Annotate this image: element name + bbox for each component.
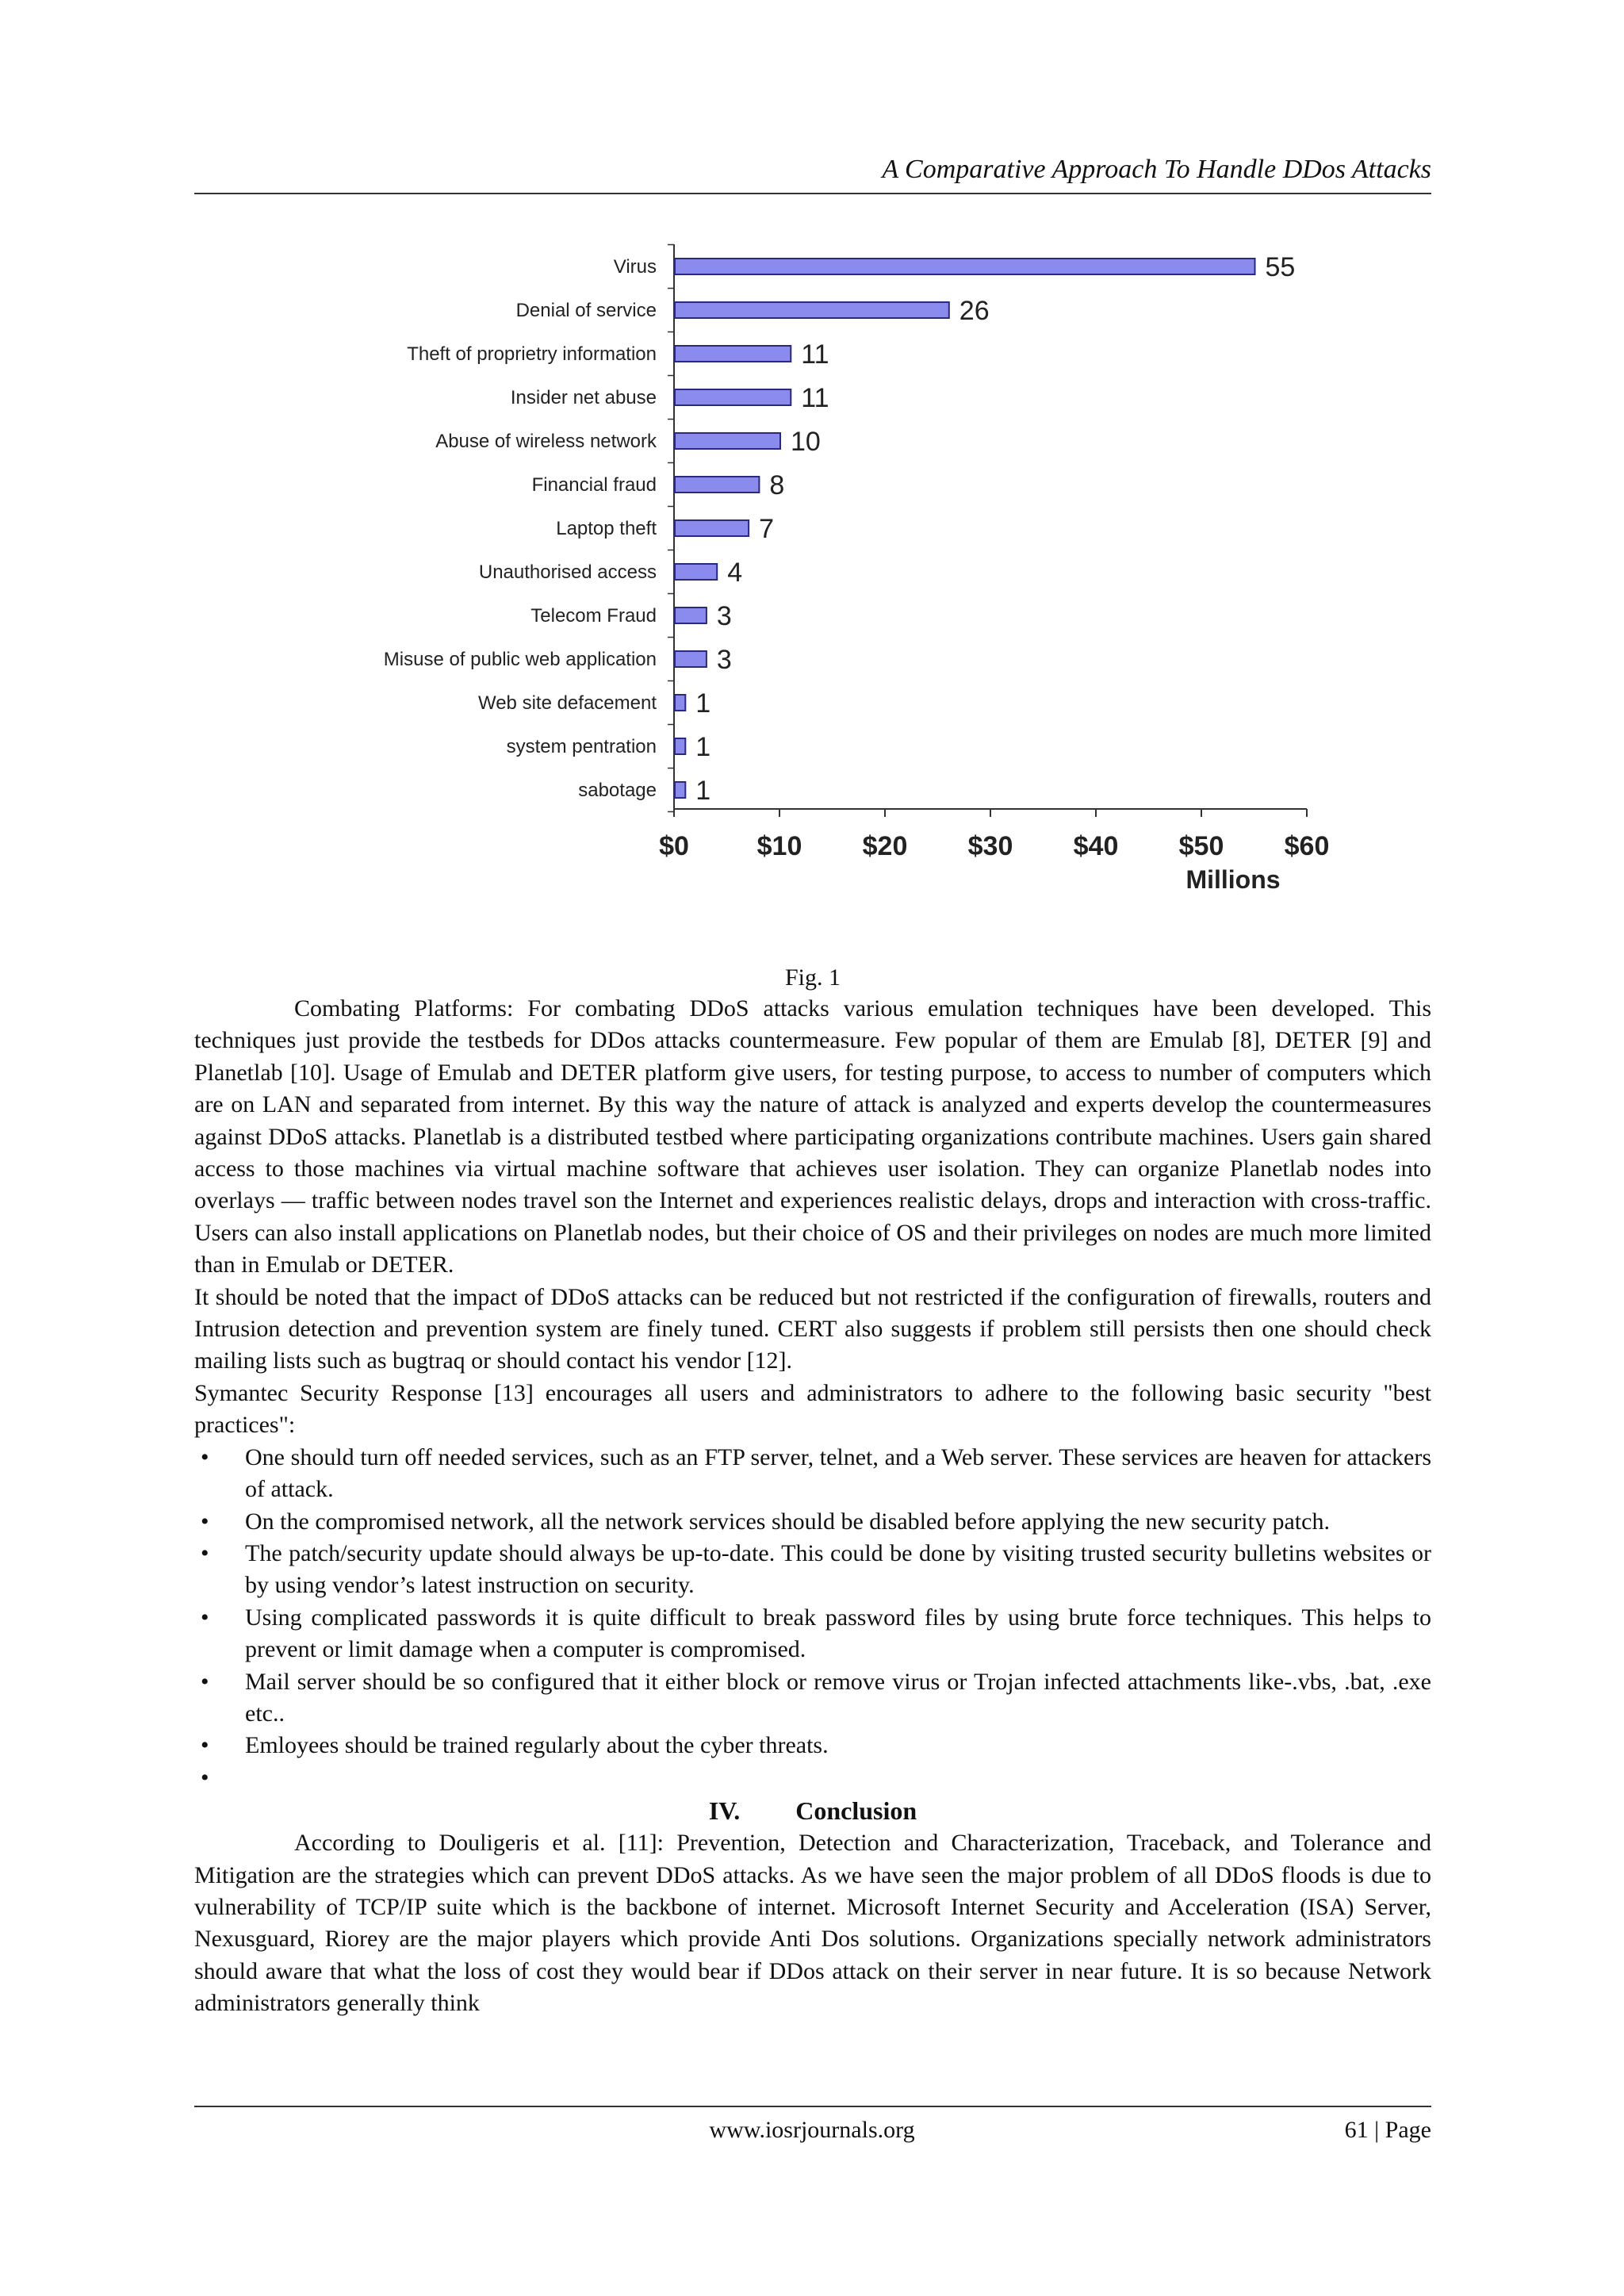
category-label: Insider net abuse: [510, 387, 657, 408]
data-label: 7: [759, 514, 775, 544]
list-item-text: One should turn off needed services, such as an FTP server, telnet, and a Web server. These services are heaven for attackers of attack.: [245, 1443, 1431, 1503]
bar: [675, 608, 707, 623]
data-label: 4: [727, 558, 743, 588]
list-item-text: On the compromised network, all the network services should be disabled before applying the new security patch.: [245, 1508, 1330, 1535]
bar: [675, 433, 780, 449]
footer-rule: [194, 2106, 1431, 2107]
data-label: 11: [801, 383, 829, 413]
category-label: Theft of proprietry information: [407, 343, 657, 365]
bar: [675, 302, 949, 318]
category-label: Web site defacement: [477, 692, 657, 714]
paragraph-combating-platforms: Combating Platforms: For combating DDoS attacks various emulation techniques have been developed. This techniques just provide the testbeds for DDos attacks countermeasure. Few popular of them are Emulab [8], DETER [9] and Planetlab [10]. Usage of Emulab and DETER platform give users, for testing purpose, to access to number of computers which are on LAN and separated from internet. By this way the nature of attack is analyzed and experts develop the countermeasures against DDoS attacks. Planetlab is a distributed testbed where participating organizations contribute machines. Users gain shared access to those machines via virtual machine software that achieves user isolation. They can organize Planetlab nodes into overlays — traffic between nodes travel son the Internet and experiences realistic delays, drops and interaction with cross-traffic. Users can also install applications on Planetlab nodes, but their choice of OS and their privileges on nodes are much more limited than in Emulab or DETER.: [194, 995, 1431, 1278]
bullet-icon: •: [201, 1764, 209, 1791]
bar: [675, 564, 717, 580]
category-label: system pentration: [506, 736, 657, 757]
bar: [675, 346, 791, 362]
bar: [675, 477, 759, 493]
data-label: 3: [716, 645, 732, 675]
data-label: 1: [695, 732, 711, 762]
list-item: [194, 1506, 1431, 1538]
data-label: 55: [1265, 252, 1296, 282]
running-title: A Comparative Approach To Handle DDos Attacks: [882, 155, 1431, 184]
category-label: Unauthorised access: [478, 562, 657, 583]
bar: [675, 259, 1255, 274]
category-label: Denial of service: [515, 300, 657, 321]
list-item-text: Mail server should be so configured that it either block or remove virus or Trojan infected attachments like-.vbs, .bat, .exe etc..: [245, 1668, 1431, 1727]
section-heading: [194, 1794, 1431, 1827]
header-rule: [194, 193, 1431, 194]
bar: [675, 520, 749, 536]
bar: [675, 738, 685, 754]
bullet-icon: •: [201, 1443, 209, 1470]
list-item: [194, 1538, 1431, 1602]
data-label: 26: [959, 296, 990, 326]
figure-caption: Fig. 1: [784, 964, 841, 991]
x-tick-label: $0: [659, 831, 689, 861]
x-tick-label: $10: [756, 831, 802, 861]
x-tick-label: $30: [967, 831, 1013, 861]
category-label: sabotage: [578, 780, 657, 801]
list-item: [194, 1666, 1431, 1731]
list-item: [194, 1602, 1431, 1666]
data-label: 11: [801, 339, 829, 370]
category-label: Misuse of public web application: [383, 649, 657, 670]
category-label: Virus: [613, 256, 657, 278]
bar-chart: [293, 238, 1372, 920]
bullet-icon: •: [201, 1604, 209, 1631]
paragraph-conclusion: According to Douligeris et al. [11]: Prevention, Detection and Characterization, Traceback, and Tolerance and Mitigation are the strategies which can prevent DDoS attacks. As we have seen the major problem of all DDoS floods is due to vulnerability of TCP/IP suite which is the backbone of internet. Microsoft Internet Security and Acceleration (ISA) Server, Nexusguard, Riorey are the major players which provide Anti Dos solutions. Organizations specially network administrators should aware that what the loss of cost they would bear if DDos attack on their server in near future. It is so because Network administrators generally think: [194, 1830, 1431, 2017]
bar: [675, 782, 685, 798]
bullet-icon: •: [201, 1732, 209, 1759]
data-label: 3: [716, 601, 732, 631]
data-label: 1: [695, 776, 711, 806]
section-number: IV.: [708, 1796, 741, 1826]
bullet-icon: •: [201, 1508, 209, 1535]
category-label: Telecom Fraud: [530, 605, 657, 627]
list-item: [194, 1442, 1431, 1506]
data-label: 10: [791, 427, 821, 457]
x-axis-title: Millions: [1185, 865, 1281, 894]
list-item-text: Using complicated passwords it is quite difficult to break password files by using brute force techniques. This helps to prevent or limit damage when a computer is compromised.: [245, 1604, 1431, 1663]
paragraph-ddos-impact: It should be noted that the impact of DDoS attacks can be reduced but not restricted if the configuration of firewalls, routers and Intrusion detection and prevention system are finely tuned. CERT also suggests if problem still persists then one should check mailing lists such as bugtraq or should contact his vendor [12].: [194, 1283, 1431, 1374]
x-tick-label: $20: [862, 831, 908, 861]
bar: [675, 695, 685, 711]
bar: [675, 389, 791, 405]
bullet-icon: •: [201, 1668, 209, 1695]
data-label: 1: [695, 688, 711, 719]
paragraph-symantec: Symantec Security Response [13] encourages all users and administrators to adhere to the following basic security "best practices":: [194, 1379, 1431, 1439]
page-number: 61 | Page: [1344, 2117, 1431, 2143]
bar: [675, 651, 707, 667]
list-item: [194, 1730, 1431, 1761]
list-item-text: Emloyees should be trained regularly about the cyber threats.: [245, 1732, 829, 1759]
category-label: Laptop theft: [556, 518, 657, 539]
list-item-empty: [194, 1762, 1431, 1794]
x-tick-label: $50: [1178, 831, 1224, 861]
section-title: Conclusion: [795, 1796, 917, 1826]
category-label: Financial fraud: [531, 474, 657, 496]
body-text: [194, 993, 1431, 2020]
footer-url: www.iosrjournals.org: [709, 2117, 915, 2143]
data-label: 8: [769, 470, 785, 500]
list-item-text: The patch/security update should always be up-to-date. This could be done by visiting trusted security bulletins websites or by using vendor’s latest instruction on security.: [245, 1539, 1431, 1599]
best-practices-list: [194, 1442, 1431, 1794]
category-label: Abuse of wireless network: [435, 431, 657, 452]
x-tick-label: $40: [1073, 831, 1119, 861]
bullet-icon: •: [201, 1539, 209, 1566]
x-tick-label: $60: [1284, 831, 1330, 861]
